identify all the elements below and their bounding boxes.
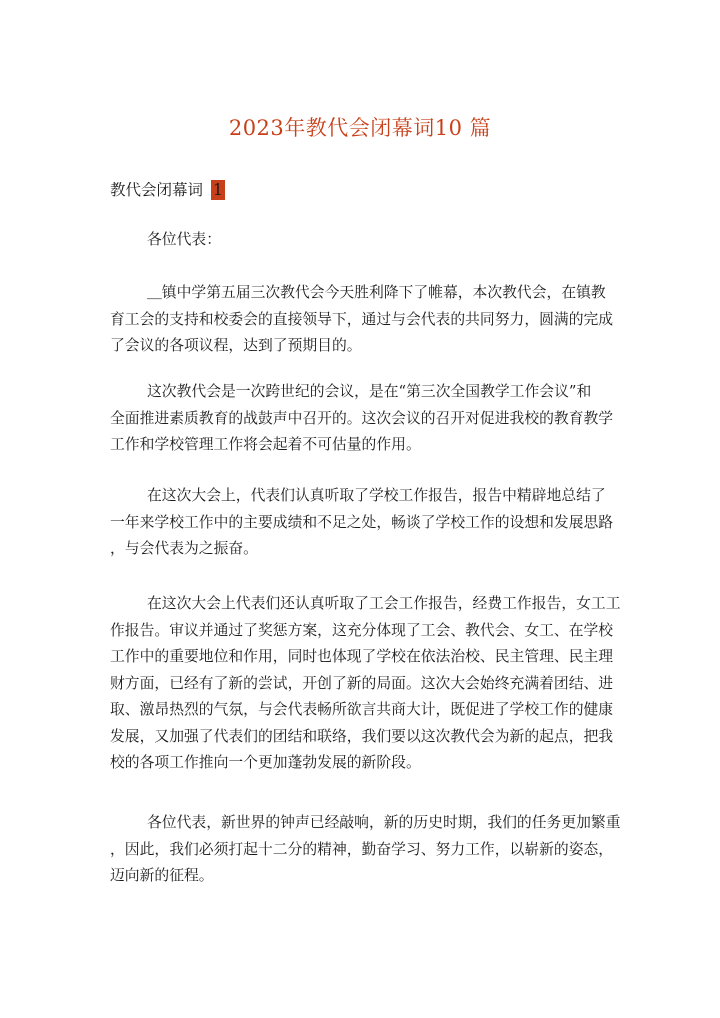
- paragraph-line: ，因此，我们必须打起十二分的精神，勤奋学习、努力工作，以崭新的姿态，: [110, 840, 614, 858]
- paragraph-line: 在这次大会上代表们还认真听取了工会工作报告，经费工作报告，女工工: [147, 595, 621, 612]
- paragraph-line: 全面推进素质教育的战鼓声中召开的。这次会议的召开对促进我校的教育教学: [110, 409, 614, 427]
- salutation: [110, 227, 630, 254]
- paragraph-line: 了会议的各项议程，达到了预期目的。: [110, 337, 362, 354]
- paragraph-line: 育工会的支持和校委会的直接领导下，通过与会代表的共同努力，圆满的完成: [110, 310, 614, 328]
- paragraph-line: 校的各项工作推向一个更加蓬勃发展的新阶段。: [110, 754, 421, 771]
- paragraph-line: 工作中的重要地位和作用，同时也体现了学校在依法治校、民主管理、民主理: [110, 648, 614, 665]
- paragraph-line: 取、激昂热烈的气氛，与会代表畅所欲言共商大计，既促进了学校工作的健康: [110, 701, 614, 718]
- paragraph-line: 发展，又加强了代表们的团结和联络，我们要以这次教代会为新的起点，把我: [110, 727, 614, 745]
- paragraph-line: 在这次大会上，代表们认真听取了学校工作报告，报告中精辟地总结了: [147, 487, 606, 504]
- paragraph-line: 各位代表，新世界的钟声已经敲响，新的历史时期，我们的任务更加繁重: [147, 814, 621, 831]
- paragraph-line: ，与会代表为之振奋。: [110, 540, 258, 557]
- paragraph-3: [110, 483, 630, 563]
- section-number-badge: 1: [213, 181, 223, 199]
- paragraph-5: [110, 810, 630, 890]
- salutation-line: 各位代表：: [147, 231, 221, 248]
- document-title: 2023年教代会闭幕词10 篇: [228, 116, 492, 140]
- paragraph-line: 这次教代会是一次跨世纪的会议，是在“第三次全国教学工作会议”和: [147, 383, 592, 400]
- section-heading: [110, 178, 225, 200]
- paragraph-line: 工作和学校管理工作将会起着不可估量的作用。: [110, 436, 421, 453]
- paragraph-1: [110, 280, 630, 360]
- paragraph-line: 一年来学校工作中的主要成绩和不足之处，畅谈了学校工作的设想和发展思路: [110, 513, 614, 531]
- paragraph-line: ＿镇中学第五届三次教代会今天胜利降下了帷幕，本次教代会，在镇教: [147, 284, 606, 301]
- paragraph-2: [110, 379, 630, 459]
- paragraph-line: 迈向新的征程。: [110, 867, 214, 884]
- paragraph-line: 作报告。审议并通过了奖惩方案，这充分体现了工会、教代会、女工、在学校: [110, 621, 614, 639]
- paragraph-line: 财方面，已经有了新的尝试，开创了新的局面。这次大会始终充满着团结、进: [110, 674, 614, 692]
- paragraph-4: [110, 591, 630, 777]
- section-heading-text: 教代会闭幕词: [110, 181, 204, 199]
